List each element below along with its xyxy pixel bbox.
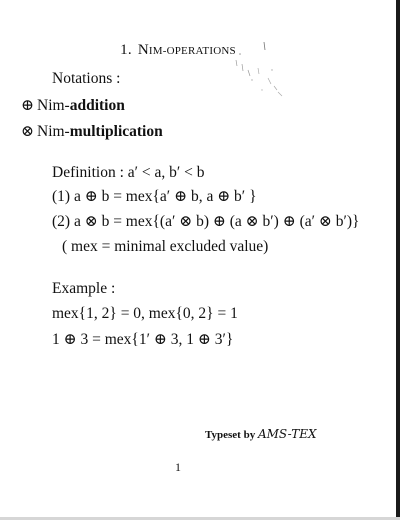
scan-edge-right [396, 0, 400, 520]
notation-addition [21, 96, 125, 116]
notation-addition-term: addition [69, 97, 125, 114]
otimes-symbol: ⊗ [21, 123, 34, 140]
section-title-rest: IM-OPERATIONS [148, 45, 236, 57]
typeset-label: Typeset by [205, 429, 258, 441]
notation-addition-prefix: Nim- [37, 97, 70, 114]
section-title-initial: N [137, 42, 149, 58]
page-number: 1 [175, 460, 181, 474]
definition-note: ( mex = minimal excluded value) [62, 238, 269, 255]
typeset-credit [205, 427, 317, 441]
definition-heading: Definition : a′ < a, b′ < b [52, 164, 205, 181]
definition-equation-2: (2) a ⊗ b = mex{(a′ ⊗ b) ⊕ (a ⊗ b′) ⊕ (a′ ⊗ b′)} [52, 213, 360, 230]
oplus-symbol: ⊕ [21, 97, 34, 114]
amstex-logo: AMS-TEX [257, 427, 317, 441]
example-line-2: 1 ⊕ 3 = mex{1′ ⊕ 3, 1 ⊕ 3′} [52, 331, 234, 348]
notation-multiplication-term: multiplication [69, 123, 163, 140]
section-title [0, 42, 356, 59]
notation-multiplication-prefix: Nim- [37, 123, 70, 140]
example-line-1: mex{1, 2} = 0, mex{0, 2} = 1 [52, 305, 238, 322]
notations-heading: Notations : [52, 70, 121, 87]
definition-equation-1: (1) a ⊕ b = mex{a′ ⊕ b, a ⊕ b′ } [52, 188, 257, 205]
notation-multiplication [21, 122, 163, 142]
section-number: 1. [120, 42, 132, 58]
example-heading: Example : [52, 280, 116, 297]
